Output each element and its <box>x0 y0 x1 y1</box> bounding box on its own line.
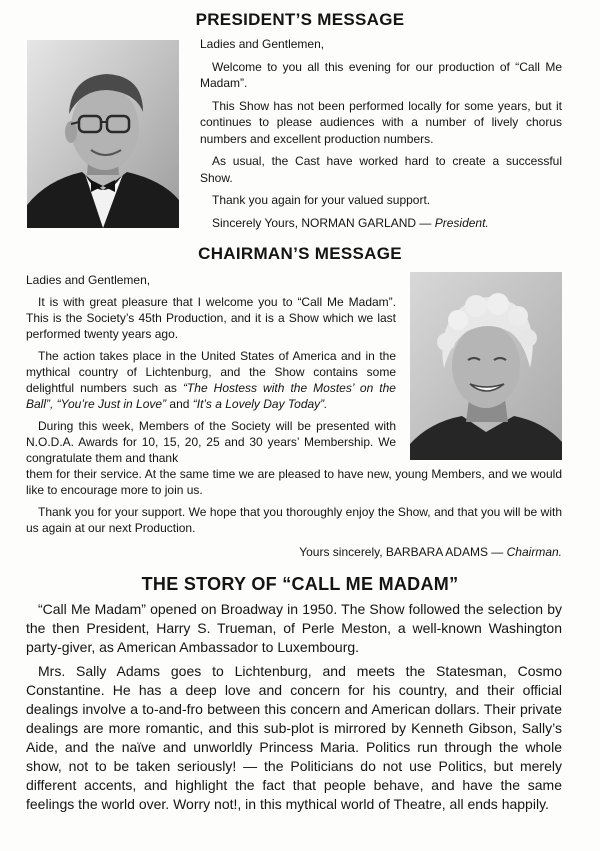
chairman-paragraph: During this week, Members of the Society will be presented with N.O.D.A. Awards for 10, 15, 20, 25 and 30 years’ Membership. We congratulate them and thank <box>26 419 396 465</box>
chairman-paragraph: It is with great pleasure that I welcome you to “Call Me Madam”. This is the Society’s 45th Production, and it is a Show which we last performed twenty years ago. <box>26 295 396 341</box>
chairman-message <box>26 272 562 566</box>
president-salutation: Ladies and Gentlemen, <box>200 37 325 51</box>
chairman-song-title: “It’s a Lovely Day Today”. <box>192 397 328 411</box>
story-paragraph: Mrs. Sally Adams goes to Lichtenburg, and meets the Statesman, Cosmo Constantine. He has a deep love and concern for his country, and their official dealings involve a to-and-fro between this concern and American dollars. Their private dealings are more romantic, and this sub-plot is mirrored by Kenneth Gibson, Sally’s Aide, and the naïve and unworldly Princess Maria. Politics run through the whole show, not to be taken seriously! — the Politicians do not use Politics, but merely different accents, and highlight the fact that people behave, and have the same feelings the world over. Worry not!, in this mythical world of Theatre, all ends happily. <box>26 663 562 812</box>
chairman-paragraph: them for their service. At the same time we are pleased to have new, young Members, and we would like to encourage more to join us. <box>26 467 562 497</box>
chairman-paragraph: Thank you for your support. We hope that you thoroughly enjoy the Show, and that you will be with us again at our next Production. <box>26 505 562 535</box>
president-paragraph: Welcome to you all this evening for our production of “Call Me Madam”. <box>200 59 562 90</box>
president-photo <box>27 40 179 228</box>
president-paragraph: As usual, the Cast have worked hard to create a successful Show. <box>200 154 562 185</box>
story-heading: THE STORY OF “CALL ME MADAM” <box>141 574 459 594</box>
chairman-paragraph <box>26 348 396 412</box>
chairman-paragraph-text: The action takes place in the United States of America and in the mythical country of Lichtenburg, and the Show contains some delightful numbers such as <box>26 349 396 395</box>
president-heading: PRESIDENT’S MESSAGE <box>195 10 405 29</box>
chairman-paragraph-text: and <box>166 397 193 411</box>
story-text <box>26 600 562 819</box>
president-paragraph: Thank you again for your valued support. <box>212 193 431 207</box>
president-signature-name: Sincerely Yours, NORMAN GARLAND — <box>212 215 435 230</box>
chairman-signature-title: Chairman. <box>506 545 562 559</box>
chairman-salutation: Ladies and Gentlemen, <box>26 273 151 287</box>
chairman-signature-name: Yours sincerely, BARBARA ADAMS — <box>299 545 507 559</box>
president-signature <box>200 215 562 232</box>
president-message <box>200 36 562 237</box>
chairman-song-titles: “The Hostess with the Mostes’ on the Ball”, “You’re Just in Love” <box>26 381 396 411</box>
chairman-signature <box>26 544 562 560</box>
chairman-heading: CHAIRMAN’S MESSAGE <box>198 244 402 263</box>
president-signature-title: President. <box>434 215 489 230</box>
story-paragraph: “Call Me Madam” opened on Broadway in 1950. The Show followed the selection by the then President, Harry S. Trueman, of Perle Meston, a well-known Washington party-giver, as American Ambassador to Luxembourg. <box>26 601 562 655</box>
president-paragraph: This Show has not been performed locally for some years, but it continues to please audiences with a number of lively chorus numbers and excellent production numbers. <box>200 98 562 146</box>
